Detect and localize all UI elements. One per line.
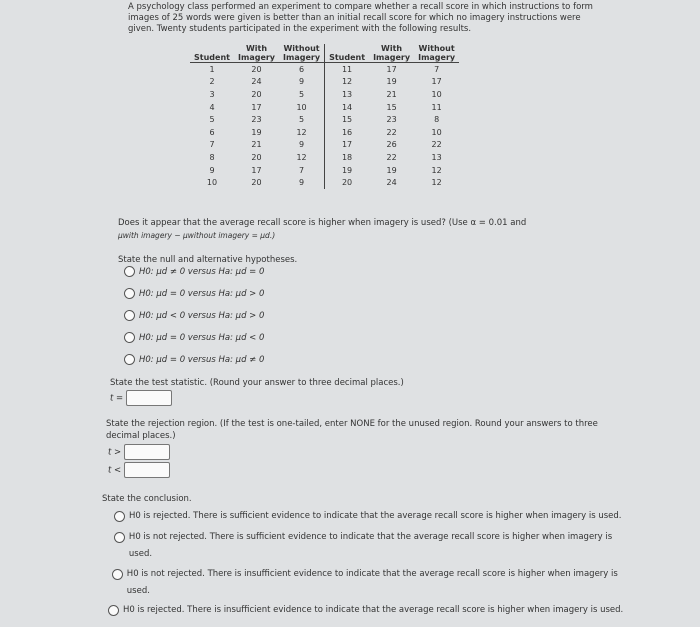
radio-button[interactable] [124,266,135,277]
table-cell: 15 [325,113,370,126]
table-cell: 13 [431,152,442,162]
table-cell: 6 [209,127,215,137]
column-header: Imagery [414,53,459,63]
table-cell: 15 [386,102,397,112]
table-cell: 11 [325,63,370,76]
table-cell: 12 [296,127,307,137]
table-cell: 19 [386,77,397,87]
column-header: Without [418,44,455,53]
radio-button[interactable] [108,605,119,616]
table-cell: 21 [251,140,262,150]
table-cell: 4 [209,102,215,112]
rejection-lower-input[interactable] [124,462,170,478]
table-cell: 24 [251,77,262,87]
hypothesis-option[interactable] [124,310,264,321]
hypothesis-label: H0: μd = 0 versus Ha: μd ≠ 0 [139,354,265,365]
table-cell: 10 [206,178,218,188]
conclusion-option[interactable] [114,508,634,525]
column-header: Imagery [234,53,279,63]
radio-button[interactable] [124,310,135,321]
table-cell: 7 [434,64,440,74]
rejection-upper-input[interactable] [124,444,170,460]
t-greater-label: t > [108,447,122,458]
table-row [190,126,459,139]
table-cell: 23 [251,115,262,125]
conclusion-option[interactable] [114,529,634,563]
table-cell: 26 [386,140,397,150]
table-cell: 8 [209,152,215,162]
radio-button[interactable] [124,354,135,365]
table-cell: 14 [325,101,370,114]
header-row [190,44,459,53]
column-header: With [381,44,403,53]
table-cell: 7 [299,165,305,175]
table-row [190,101,459,114]
conclusion-prompt: State the conclusion. [102,494,192,504]
hypothesis-option[interactable] [124,266,264,277]
question-definition: μwith imagery − μwithout imagery = μd.) [118,231,276,240]
test-statistic-input[interactable] [126,390,172,406]
hypothesis-option[interactable] [124,288,264,299]
conclusion-option[interactable] [108,602,628,619]
table-row [190,113,459,126]
t-less-label: t < [108,465,122,476]
hypothesis-option[interactable] [124,332,264,343]
table-cell: 12 [431,165,442,175]
table-cell: 23 [386,115,397,125]
table-cell: 7 [209,140,215,150]
table-cell: 9 [209,165,215,175]
table-cell: 1 [209,64,215,74]
conclusion-label: H0 is rejected. There is sufficient evidence to indicate that the average recall score is higher when imagery is used. [129,511,622,521]
table-cell: 12 [296,152,307,162]
conclusion-option[interactable] [112,566,632,600]
table-cell: 17 [251,165,262,175]
table-cell: 24 [386,178,397,188]
table-cell: 20 [325,176,370,189]
table-cell: 17 [325,139,370,152]
table-row [190,139,459,152]
radio-button[interactable] [124,288,135,299]
table-cell: 5 [209,115,215,125]
table-cell: 22 [386,152,397,162]
table-cell: 19 [325,164,370,177]
column-header [325,44,370,53]
radio-button[interactable] [124,332,135,343]
hypothesis-label: H0: μd = 0 versus Ha: μd < 0 [139,332,265,343]
table-cell: 5 [299,115,305,125]
table-cell: 18 [325,151,370,164]
conclusion-label: H0 is not rejected. There is sufficient evidence to indicate that the average recall score is higher when imagery is used. [128,532,613,559]
column-header: Without [283,44,320,53]
table-cell: 12 [325,76,370,89]
table-cell: 20 [251,152,262,162]
column-header: Student [190,53,234,63]
table-cell: 20 [251,178,262,188]
hypotheses-prompt: State the null and alternative hypotheses. [118,255,298,265]
table-cell: 11 [431,102,442,112]
rejection-prompt: State the rejection region. (If the test is one-tailed, enter NONE for the unused region. Round your answers to three decimal places.) [106,419,598,441]
hypothesis-option[interactable] [124,354,264,365]
table-row [190,151,459,164]
table-row [190,88,459,101]
column-header: Student [325,53,370,63]
column-header [190,44,234,53]
t-label-text: t = [110,393,124,404]
table-cell: 17 [431,77,442,87]
table-cell: 20 [251,64,262,74]
question-text: Does it appear that the average recall score is higher when imagery is used? (Use α = 0.01 and [118,218,527,228]
header-row [190,53,459,63]
table-cell: 12 [431,178,442,188]
table-row [190,63,459,76]
table-cell: 10 [431,127,442,137]
hypothesis-label: H0: μd = 0 versus Ha: μd > 0 [139,288,265,299]
table-cell: 3 [209,89,215,99]
t-label [110,390,172,406]
table-cell: 19 [251,127,262,137]
table-cell: 17 [386,64,397,74]
radio-button[interactable] [114,532,125,543]
table-cell: 22 [431,140,442,150]
table-cell: 17 [251,102,262,112]
table-cell: 9 [299,178,305,188]
radio-button[interactable] [112,569,123,580]
column-header: Imagery [369,53,414,63]
table-cell: 20 [251,89,262,99]
table-cell: 5 [299,89,305,99]
table-cell: 2 [209,77,215,87]
radio-button[interactable] [114,511,125,522]
table-cell: 22 [386,127,397,137]
table-cell: 16 [325,126,370,139]
table-cell: 9 [299,140,305,150]
rejection-lower [108,462,170,478]
test-statistic-prompt: State the test statistic. (Round your answer to three decimal places.) [110,378,404,388]
table-cell: 6 [299,64,305,74]
table-row [190,76,459,89]
hypothesis-label: H0: μd ≠ 0 versus Ha: μd = 0 [139,266,265,277]
hypothesis-label: H0: μd < 0 versus Ha: μd > 0 [139,310,265,321]
table-cell: 10 [431,89,442,99]
conclusion-label: H0 is not rejected. There is insufficient evidence to indicate that the average recall score is higher when imagery is used. [126,569,618,596]
column-header: Imagery [279,53,325,63]
table-cell: 19 [386,165,397,175]
table-cell: 9 [299,77,305,87]
column-header: With [245,44,268,53]
table-row [190,164,459,177]
data-table [190,44,459,189]
table-cell: 13 [325,88,370,101]
rejection-upper [108,444,170,460]
table-row [190,176,459,189]
table-cell: 8 [434,115,440,125]
table-cell: 10 [296,102,307,112]
table-cell: 21 [386,89,397,99]
conclusion-label: H0 is rejected. There is insufficient evidence to indicate that the average recall score is higher when imagery is used. [123,605,624,615]
problem-intro: A psychology class performed an experiment to compare whether a recall score in which instructions to form images of 25 words were given is better than an initial recall score for which no imagery instructions were given. Twenty students participated in the experiment with the following results. [128,2,593,34]
